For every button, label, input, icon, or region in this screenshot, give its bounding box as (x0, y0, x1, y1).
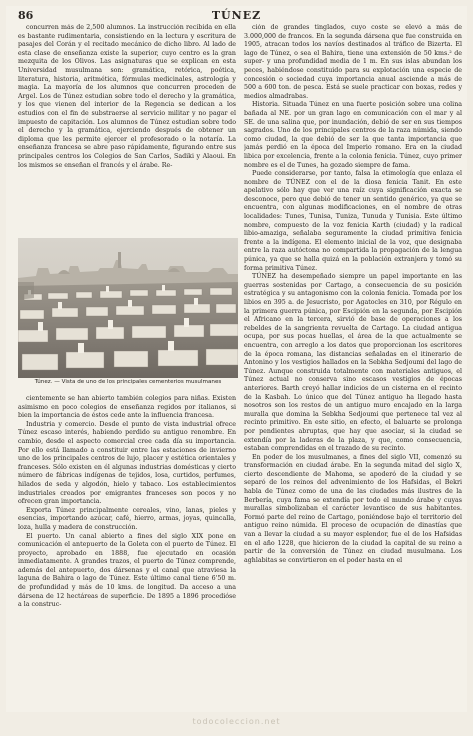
cemetery-photo (18, 238, 238, 378)
page-number: 86 (18, 9, 34, 22)
left-column-top (18, 24, 236, 236)
figure-caption: Túnez. — Vista de uno de los principales cementerios musulmanes (34, 379, 222, 385)
paragraph: Exporta Túnez principalmente cereales, vino, lanas, pieles y esencias, importando azúcar, café, hierro, armas, joyas, quincalla, loza, hulla y madera de construcción. (18, 506, 236, 531)
page-header (6, 6, 467, 24)
right-column (244, 24, 462, 716)
figure (18, 238, 238, 388)
watermark: todocoleccion.net (192, 717, 281, 726)
paragraph: ción de grandes tinglados, cuyo coste se elevó a más de 3.000,000 de francos. En la segunda dársena que fue construida en 1905, atracan todos los navíos destinados al tráfico de Bizerta. El lago de Túnez, o sea el Bahira, tiene una extensión de 50 kms.² de super- y una profundidad media de 1 m. En sus islas abundan los peces, habiéndose constituido para su explotación una especie de concesión o sociedad cuya importancia anual asciende a más de 500 a 600 ton. de pesca. Está se suele practicar con boxas, redes y medios almadrabas. (244, 24, 462, 100)
paragraph: cientemente se han abierto también colegios para niñas. Existen asimismo en poco colegios de enseñanza regidos por italianos, si bien la importancia de éstos cede ante la influencia francesa. (18, 395, 236, 420)
paragraph: Puede considerarse, por tanto, falsa la etimología que enlaza el nombre de TÚNEZ con el de la diosa fenicia Tanit. En este apelativo sólo hay que ver una raíz cuya significación exacta se desconoce, pero que debió de tener un sentido genérico, ya que se encuentra, con algunas modificaciones, en el nombre de otras localidades: Tunes, Tunisa, Tuniza, Tunuda y Tunisia. Este último nombre, compuesto de la voz fenicia Karth (ciudad) y la radical libio-amaziga, señalaba seguramente la ciudad primitiva fenicia frente a la indígena. El elemento inicial de la voz, que designaba entre la raza autóctona no compartida la propagación de la lengua púnica, ya que se halla quizá en la población extranjera y tomó su forma primitiva Túnez. (244, 170, 462, 272)
document-page (6, 6, 467, 712)
paragraph: En poder de los musulmanes, a fines del siglo VII, comenzó su transformación en ciudad árabe. En la segunda mitad del siglo X, cierto descendiente de Mahoma, se apoderó de la ciudad y se separó de los reinos del advenimiento de los Hafsidas, el Bekri habla de Túnez como de una de las ciudades más ilustres de la Berbería, cuya fama se extendía por todo el mundo árabe y cuyas murallas simbolizaban el carácter levantisco de sus habitantes. Formó parte del reino de Cartago, poniéndose bajo el territorio del antiguo reino númida. El proceso de ocupación de dinastías que van a llevar la ciudad a su mayor esplendor, fue el de los Hafsidas en el año 1228, que hicieron de la ciudad la capital de su reino a partir de la conversión de Túnez en ciudad musulmana. Los aghlabitas se convirtieron en el poder hasta en el (244, 453, 462, 564)
paragraph: Industria y comercio. Desde el punto de vista industrial ofrece Túnez escaso interés, habiendo perdido su antiguo renombre. En cambio, desde el aspecto comercial cree cada día su importancia. Por ello está llamado a constituir entre las estaciones de invierno uno de los principales centros de lujo, placer y estética orientales y franceses. Sólo existen en él algunas industrias domésticas y cierto número de fábricas indígenas de tejidos, losa, curtidos, perfumes, hilados de seda y algodón, hielo y tabaco. Los establecimientos industriales creados por emigrantes franceses son pocos y no ofrecen gran importancia. (18, 420, 236, 506)
left-column-bottom (18, 395, 236, 715)
paragraph: concurren más de 2,500 alumnos. La instrucción recibida en ella es bastante rudimentaria, consistiendo en la lectura y escritura de pasajes del Corán y el recitado mecánico de dicho libro. Al lado de esta clase de enseñanza existe la superior, cuyo centro es la gran mezquita de los Olivos. Las asignaturas que se explican en esta Universidad musulmana son: gramática, retórica, poética, literatura, historia, aritmética, fórmulas medicinales, astrología y magia. La mayoría de los alumnos que concurren proceden de Argel. Los de Túnez estudian sobre todo el derecho y la gramática, y los que vienen del interior de la Regencia se dedican a los estudios con el fin de substraerse al servicio militar y no pagar el impuesto de capitación. Los alumnos de Túnez estudian sobre todo el derecho y la gramática, ejerciendo después de obtener un diploma que les permite ejercer el profesorado o la notaría. La enseñanza francesa se abre paso rápidamente, figurando entre sus principales centros los Colegios de San Carlos, Sadiki y Alaoui. En los mismos se enseñan el francés y el árabe. Re- (18, 24, 236, 169)
paragraph: Historia. Situada Túnez en una fuerte posición sobre una colina bañada al NE. por un gran lago en comunicación con el mar y al SE. de una salina que, por inundación, debió de ser en sus tiempos sagrados. Uno de los principales centros de la raza númida, siendo como ciudad, la que debió de ser la que tanta importancia que jamás perdió en la época del Imperio romano. Era en la ciudad libica por excelencia, frente a la colonia fenicia. Túnez, cuyo primer nombre es el de Tunes, ha gozado siempre de fama. (244, 101, 462, 169)
cemetery-photo-image (18, 238, 238, 378)
running-title: TÚNEZ (211, 9, 262, 22)
paragraph: TÚNEZ ha desempeñado siempre un papel importante en las guerras sostenidas por Cartago, a consecuencia de su posición estratégica y su antagonismo con la colonia fenicia. Tomada por los libios en 395 a. de Jesucristo, por Agatocles en 310, por Régulo en la primera guerra púnica, por Escipión en la segunda, por Escipión el Africano en la tercera, sirvió de base de operaciones a los rebeldes de la sangrienta revuelta de Cartago. La ciudad antigua ocupa, por sus pocas huellas, el área de la que actualmente se encuentra, con arreglo a los datos que proporcionan los escritores de la época romana, las distancias señaladas en el itinerario de Antonino y los vestigios hallados en la Sebkha Sedjoumi del lago de Túnez. Aunque construida totalmente con materiales antiguos, el Túnez actual no conserva sino escasos vestigios de épocas anteriores. Barth creyó hallar indicios de un cisterna en el recinto de la Kasbah. Lo único que del Túnez antiguo ha llegado hasta nosotros son los restos de un antiguo muro encajado en la larga muralla que domina la Sebkha Sedjoumi que pertenece tal vez al recinto primitivo. En este sitio, en efecto, el baluarte se prolonga por pendientes abruptas, que hay que asociar, si la ciudad se extendía por la laderas de la plaza, y que, como consecuencia, estaban comprendidas en el trazado de su recinto. (244, 273, 462, 453)
paragraph: El puerto. Un canal abierto a fines del siglo XIX pone en comunicación el antepuerto de la Goleta con el puerto de Túnez. El proyecto, aprobado en 1888, fue ejecutado en ocasión inmediatamente. A grandes trazos, el puerto de Túnez comprende, además del antepuerto, dos dársenas y el canal que atraviesa la laguna de Bahira o lago de Túnez. Este último canal tiene 6'50 m. de profundidad y más de 10 kms. de longitud. Da acceso a una dársena de 12 hectáreas de superficie. De 1895 a 1896 procedióse a la construc- (18, 532, 236, 609)
